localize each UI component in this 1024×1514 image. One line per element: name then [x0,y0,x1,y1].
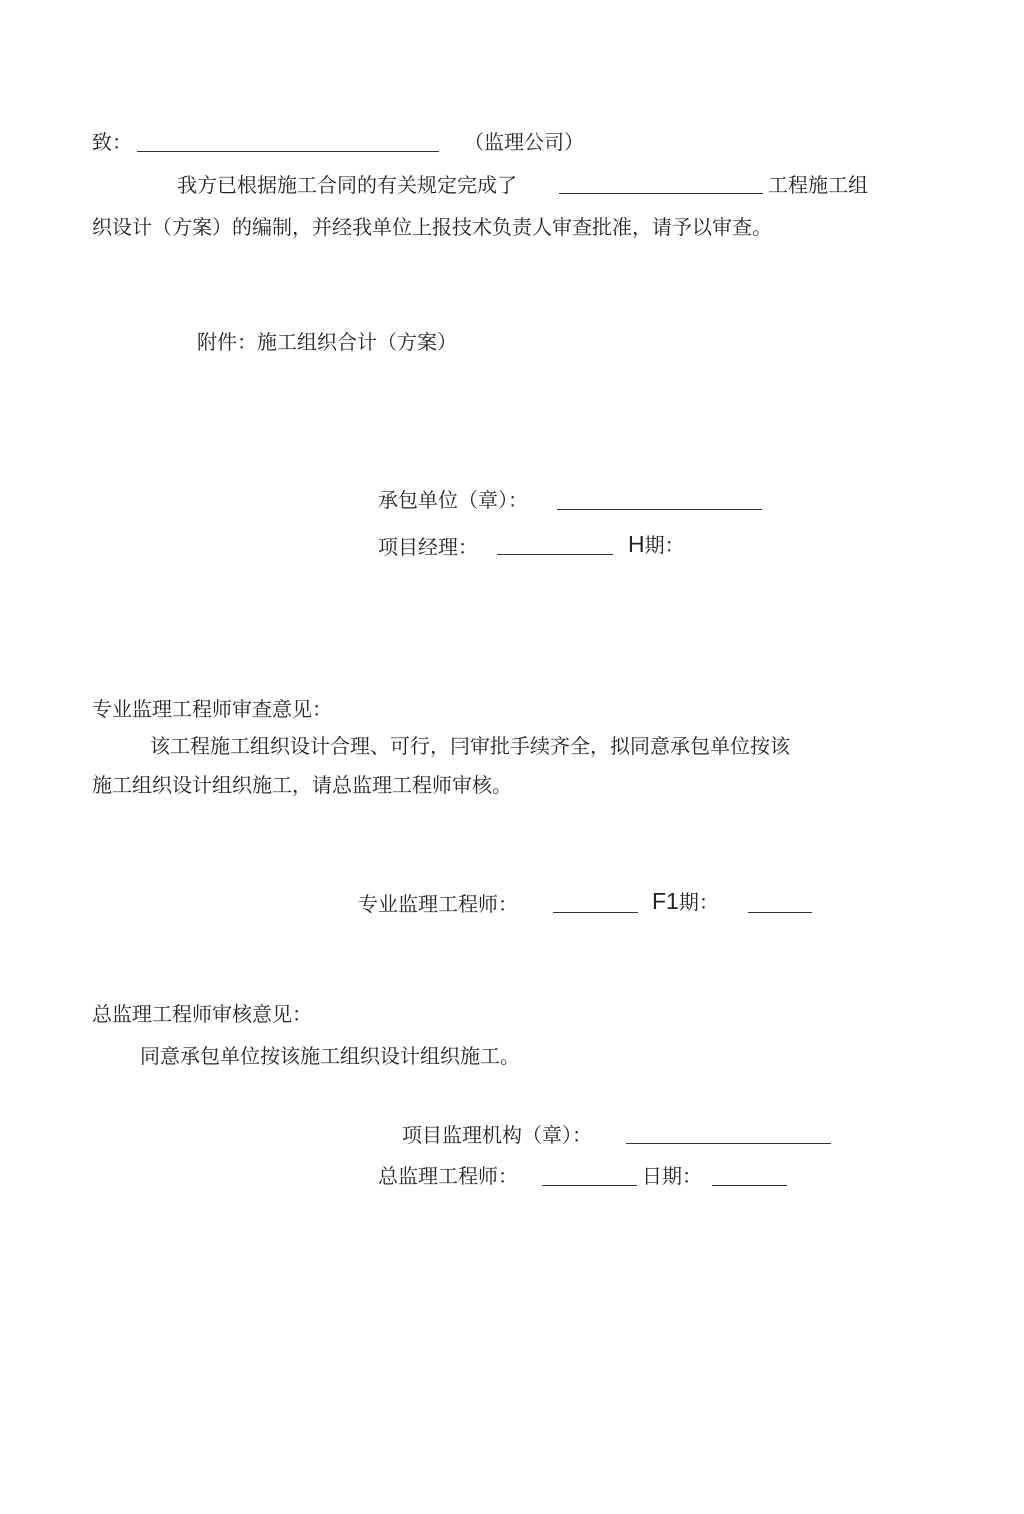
specialist-opinion-heading: 专业监理工程师审查意见： [92,697,332,721]
specialist-engineer-blank[interactable] [553,912,638,913]
specialist-date-blank[interactable] [748,912,812,913]
submission-line1: 我方已根据施工合同的有关规定完成了 [177,173,517,197]
submission-line2: 织设计（方案）的编制，并经我单位上报技术负责人审查批准，请予以审查。 [92,215,772,239]
project-name-blank[interactable] [559,193,763,194]
chief-opinion-line1: 同意承包单位按该施工组织设计组织施工。 [140,1044,520,1068]
project-manager-label: 项目经理： [378,535,478,559]
chief-date-blank[interactable] [712,1185,787,1186]
specialist-opinion-line1: 该工程施工组织设计合理、可行，冃审批手续齐全，拟同意承包单位按该 [150,734,790,758]
contractor-unit-label: 承包单位（章）： [378,488,528,512]
chief-engineer-label: 总监理工程师： [378,1164,518,1188]
specialist-opinion-line2: 施工组织设计组织施工，请总监理工程师审核。 [92,773,512,797]
project-manager-blank[interactable] [497,554,613,555]
chief-opinion-heading: 总监理工程师审核意见： [92,1002,312,1026]
submission-line1-end: 工程施工组 [768,173,868,197]
supervision-org-label: 项目监理机构（章）： [402,1123,592,1147]
to-label: 致： [92,130,132,154]
chief-date-label: 日期： [642,1164,702,1188]
supervision-org-blank[interactable] [626,1143,831,1144]
contractor-date-label: H期： [628,531,685,557]
attachment-line: 附件：施工组织合计（方案） [197,330,457,354]
chief-engineer-blank[interactable] [542,1185,637,1186]
specialist-date-label: F1期： [652,888,719,914]
addressee-blank[interactable] [137,151,439,152]
specialist-engineer-label: 专业监理工程师： [358,892,518,916]
supervisor-company-label: （监理公司） [464,130,584,154]
contractor-unit-blank[interactable] [557,509,762,510]
